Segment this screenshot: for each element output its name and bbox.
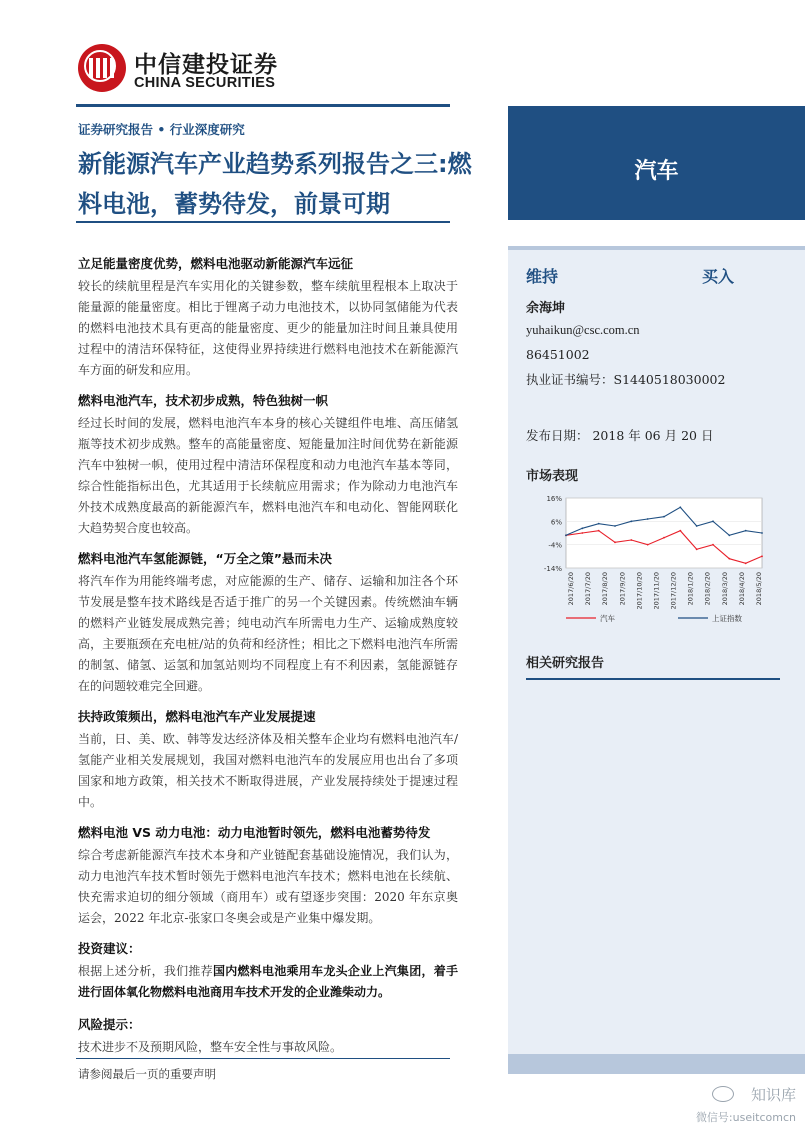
chart-xtick-label: 2018/2/20	[703, 572, 712, 606]
logo-emblem-icon	[78, 44, 126, 92]
chart-xtick-label: 2017/7/20	[584, 572, 593, 606]
header-divider	[76, 104, 450, 107]
market-chart	[526, 490, 784, 630]
chart-point	[598, 523, 600, 525]
chart-point	[712, 544, 714, 546]
chart-ytick-label: 16%	[546, 495, 562, 503]
watermark-line1: 知识库	[750, 1086, 796, 1104]
section-body: 经过长时间的发展，燃料电池汽车本身的核心关键组件电堆、高压储氢瓶等技术初步成熟。整车的高能量密度、短能量加注时间优势在新能源汽车中独树一帜，使用过程中清洁环保程度和动力电池汽车基本等同，综合性能指标出色，尤其适用于长续航应用需求；作为除动力电池汽车外技术成熟度最高的新能源汽车，燃料电池汽车和电动化、智能网联化大趋势契合度也较高。	[78, 416, 458, 535]
chart-ytick-label: -14%	[543, 565, 562, 573]
rating-current: 买入	[702, 267, 735, 286]
chart-point	[728, 534, 730, 536]
section	[78, 707, 458, 813]
company-logo	[78, 44, 288, 96]
publish-date: 发布日期： 2018 年 06 月 20 日	[526, 428, 714, 443]
chart-point	[761, 555, 763, 557]
chart-plot-area	[566, 498, 762, 568]
chart-point	[712, 520, 714, 522]
chart-xtick-label: 2018/4/20	[737, 572, 746, 606]
chart-point	[728, 558, 730, 560]
chart-point	[679, 530, 681, 532]
chart-legend	[526, 610, 784, 626]
risk-section	[78, 1015, 458, 1058]
analyst-license: 执业证书编号：S1440518030002	[526, 372, 726, 387]
related-reports-title: 相关研究报告	[526, 656, 605, 671]
section-heading: 燃料电池汽车，技术初步成熟，特色独树一帜	[78, 393, 329, 408]
investment-body	[78, 961, 458, 1003]
section-heading: 燃料电池 VS 动力电池：动力电池暂时领先，燃料电池蓄势待发	[78, 825, 431, 840]
logo-en-text: CHINA SECURITIES	[134, 75, 276, 91]
chart-xtick-label: 2017/8/20	[601, 572, 610, 606]
chart-ytick-label: 6%	[550, 518, 562, 527]
footer-disclaimer: 请参阅最后一页的重要声明	[78, 1067, 216, 1081]
chart-xtick-label: 2017/11/20	[652, 572, 661, 610]
section	[78, 549, 458, 697]
section-body: 较长的续航里程是汽车实用化的关键参数，整车续航里程根本上取决于能量源的能量密度。相比于锂离子动力电池技术，以协同氢储能为代表的燃料电池技术具有更高的能量密度、更少的能量加注时间且兼具使用过程中的清洁环保特征，这使得业界持续进行燃料电池技术在新能源汽车方面的研发和应用。	[78, 279, 458, 377]
chart-xtick-label: 2018/1/20	[686, 572, 695, 606]
chart-point	[679, 506, 681, 508]
section-heading: 立足能量密度优势，燃料电池驱动新能源汽车远征	[78, 256, 354, 271]
footer-divider	[76, 1058, 450, 1059]
chart-xtick-label: 2017/9/20	[618, 572, 627, 606]
chart-point	[598, 530, 600, 532]
section	[78, 391, 458, 539]
chart-point	[663, 537, 665, 539]
section	[78, 823, 458, 929]
rating	[526, 264, 776, 286]
chart-point	[663, 516, 665, 518]
investment-heading: 投资建议：	[78, 941, 141, 956]
chart-point	[696, 548, 698, 550]
risk-heading: 风险提示：	[78, 1017, 141, 1032]
section-body: 当前，日、美、欧、韩等发达经济体及相关整车企业均有燃料电池汽车/氢能产业相关发展规划，我国对燃料电池汽车的发展应用也出台了多项国家和地方政策，相关技术不断取得进展，产业发展持续处于提速过程中。	[78, 732, 458, 809]
section-heading: 扶持政策频出，燃料电池汽车产业发展提速	[78, 709, 316, 724]
chart-point	[565, 534, 567, 536]
chart-point	[745, 530, 747, 532]
sector-banner	[508, 106, 805, 220]
chart-point	[745, 562, 747, 564]
watermark-line2: 微信号:useitcomcn	[695, 1111, 796, 1124]
wechat-icon	[712, 1086, 734, 1102]
chart-xtick-label: 2017/12/20	[669, 572, 678, 610]
rating-previous: 维持	[526, 267, 559, 286]
chart-point	[647, 544, 649, 546]
watermark	[690, 1084, 800, 1134]
title-divider	[76, 221, 450, 223]
chart-point	[696, 525, 698, 527]
chart-point	[614, 541, 616, 543]
chart-ytick-label: -4%	[548, 541, 562, 550]
analyst-phone: 86451002	[526, 347, 590, 362]
market-chart-svg	[526, 490, 784, 630]
related-divider	[526, 678, 780, 680]
sector-label: 汽车	[634, 159, 679, 184]
legend-label: 汽车	[600, 614, 615, 623]
risk-body: 技术进步不及预期风险，整车安全性与事故风险。	[78, 1040, 343, 1054]
chart-xtick-label: 2018/5/20	[755, 572, 763, 606]
report-title: 新能源汽车产业趋势系列报告之三:燃料电池，蓄势待发，前景可期	[78, 150, 472, 218]
chart-point	[630, 520, 632, 522]
chart-point	[630, 539, 632, 541]
chart-xtick-label: 2017/6/20	[567, 572, 575, 606]
logo-cn-text: 中信建投证券	[134, 52, 278, 78]
chart-point	[614, 525, 616, 527]
chart-point	[761, 532, 763, 534]
summary-content	[78, 254, 458, 1068]
investment-section	[78, 939, 458, 1003]
market-title: 市场表现	[526, 469, 579, 484]
analyst-email[interactable]: yuhaikun@csc.com.cn	[526, 323, 640, 337]
section-body: 将汽车作为用能终端考虑，对应能源的生产、储存、运输和加注各个环节发展是整车技术路线是否适于推广的另一个关键因素。传统燃油车辆的燃料产业链发展成熟完善；纯电动汽车所需电力生产、运输成熟度较高，主要瓶颈在充电桩/站的负荷和经济性；相比之下燃料电池汽车所需的制氢、储氢、运氢和加氢站则均不同程度上有不利因素，氢能源链存在的问题较难完全回避。	[78, 574, 458, 693]
report-type: 证券研究报告 • 行业深度研究	[78, 122, 245, 137]
section-heading: 燃料电池汽车氢能源链，“万全之策”悬而未决	[78, 551, 332, 566]
chart-xtick-label: 2018/3/20	[720, 572, 729, 606]
section	[78, 254, 458, 381]
investment-body-bold: 国内燃料电池乘用车龙头企业上汽集团，着手进行固体氧化物燃料电池商用车技术开发的企业潍柴动力。	[78, 964, 458, 999]
legend-label: 上证指数	[712, 614, 742, 623]
chart-xtick-label: 2017/10/20	[635, 572, 644, 610]
investment-body-plain: 根据上述分析，我们推荐	[78, 964, 213, 978]
chart-point	[581, 527, 583, 529]
chart-point	[647, 518, 649, 520]
analyst-name: 余海坤	[526, 301, 566, 316]
chart-point	[581, 532, 583, 534]
chart-legend-svg	[526, 610, 784, 626]
section-body: 综合考虑新能源汽车技术本身和产业链配套基础设施情况，我们认为，动力电池汽车技术暂时领先于燃料电池汽车技术；燃料电池在长续航、快充需求迫切的细分领域（商用车）或有望逐步突围：2020 年东京奥运会，2022 年北京-张家口冬奥会或是产业集中爆发期。	[78, 848, 458, 925]
